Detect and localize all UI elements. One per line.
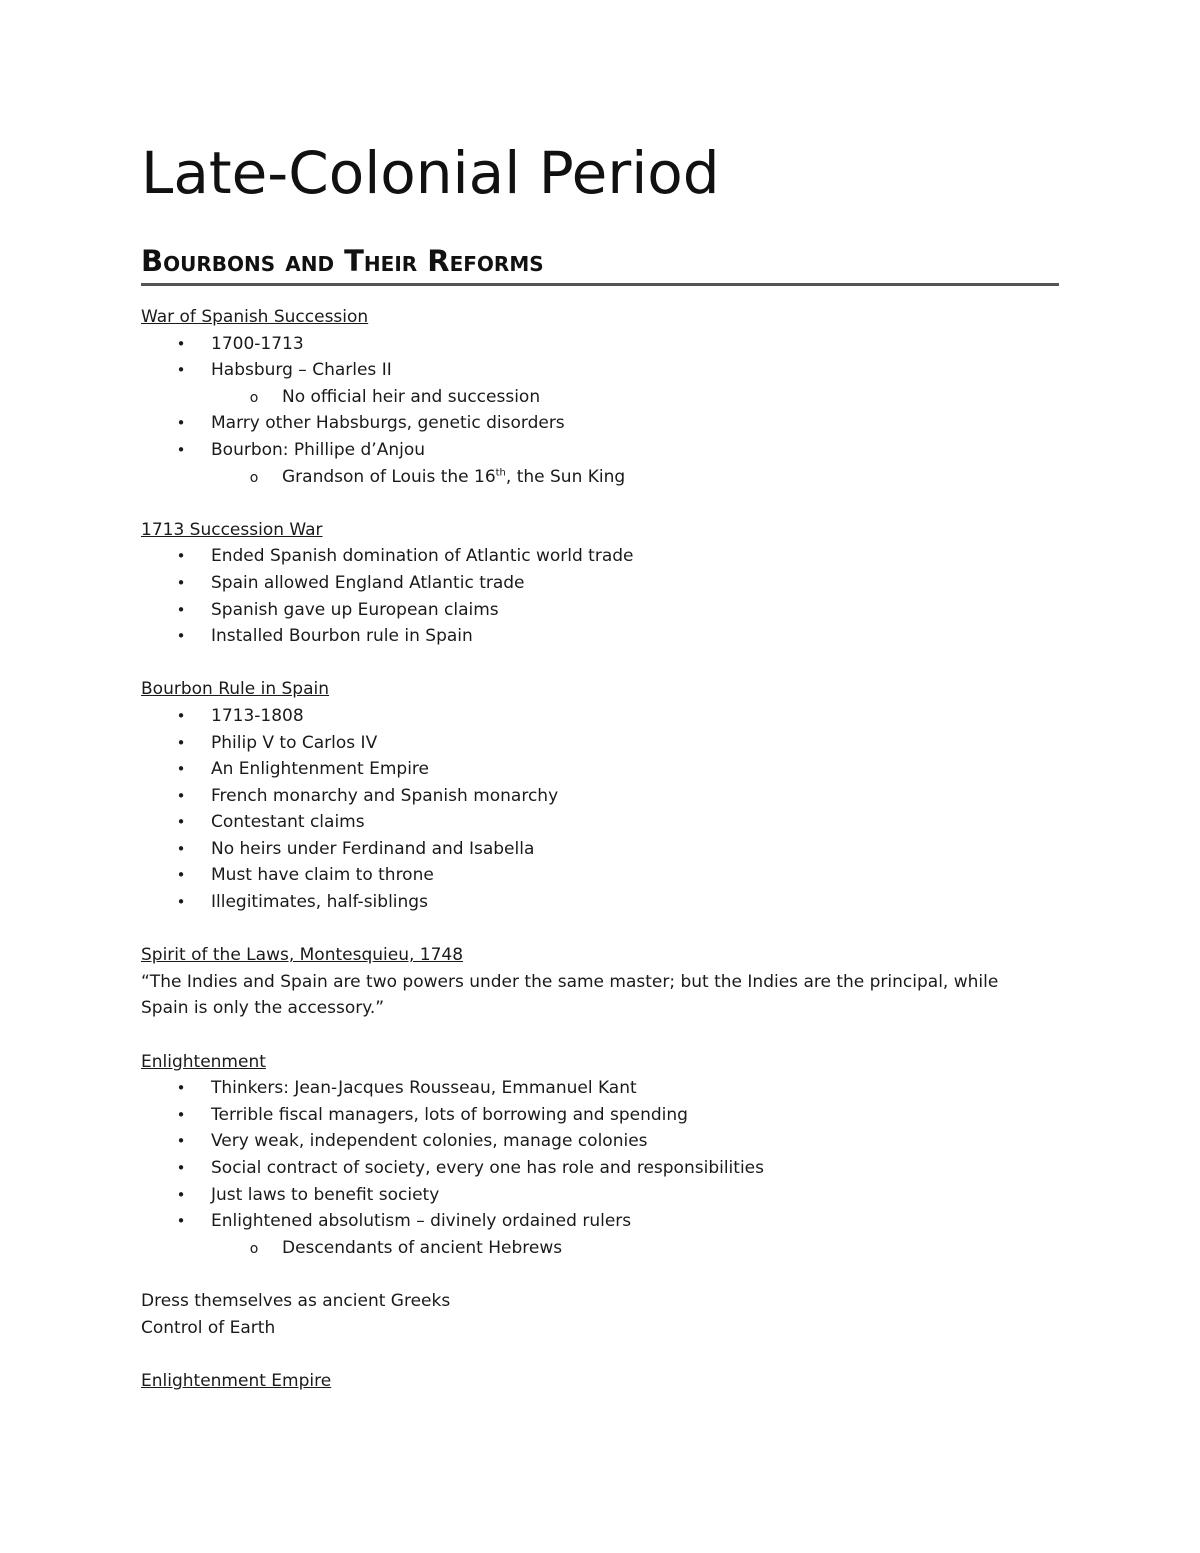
section-title: War of Spanish Succession bbox=[141, 307, 369, 327]
list-item bbox=[141, 410, 1041, 437]
bullet-icon: • bbox=[176, 361, 186, 380]
bullet-icon: • bbox=[176, 893, 186, 912]
list-item bbox=[141, 836, 1041, 863]
list-item bbox=[141, 1102, 1041, 1129]
list-item bbox=[141, 357, 1041, 384]
section-title: Enlightenment bbox=[141, 1051, 266, 1072]
quote-paragraph: “The Indies and Spain are two powers under the same master; but the Indies are the principal, while Spain is only the accessory.” bbox=[141, 971, 999, 1019]
list-item bbox=[141, 1182, 1041, 1209]
sub-list-item bbox=[211, 464, 1041, 491]
bullet-icon: • bbox=[176, 866, 186, 885]
sub-bullet-list bbox=[211, 464, 1041, 491]
sub-bullet-list bbox=[211, 384, 1041, 411]
bullet-icon: • bbox=[176, 1212, 186, 1231]
list-item-text: 1700-1713 bbox=[211, 333, 304, 354]
bullet-list bbox=[141, 331, 1041, 384]
bullet-icon: • bbox=[176, 1185, 186, 1204]
bullet-icon: • bbox=[176, 600, 186, 619]
sub-list-item-text: Descendants of ancient Hebrews bbox=[282, 1237, 563, 1258]
list-item-text: Installed Bourbon rule in Spain bbox=[211, 626, 473, 647]
list-item-text: Just laws to benefit society bbox=[211, 1184, 440, 1205]
section-title: Bourbon Rule in Spain bbox=[141, 679, 330, 700]
bullet-list bbox=[141, 410, 1041, 463]
bullet-icon: • bbox=[176, 706, 186, 725]
list-item bbox=[141, 543, 1041, 570]
bullet-icon: • bbox=[176, 1079, 186, 1098]
sub-list-item-text: No official heir and succession bbox=[282, 386, 541, 407]
list-item bbox=[141, 1128, 1041, 1155]
bullet-icon: • bbox=[176, 627, 186, 646]
section-1713-succession-war bbox=[141, 517, 1041, 650]
note-line: Control of Earth bbox=[141, 1317, 276, 1338]
list-item bbox=[141, 703, 1041, 730]
bullet-list bbox=[141, 1075, 1041, 1235]
section-notes bbox=[141, 1288, 1041, 1341]
bullet-icon: • bbox=[176, 547, 186, 566]
section-title: Spirit of the Laws, Montesquieu, 1748 bbox=[141, 945, 464, 966]
bullet-icon: • bbox=[176, 733, 186, 752]
list-item-text: No heirs under Ferdinand and Isabella bbox=[211, 838, 535, 859]
bullet-icon: • bbox=[176, 1132, 186, 1151]
list-item bbox=[141, 1155, 1041, 1182]
list-item-text: An Enlightenment Empire bbox=[211, 759, 429, 780]
sub-bullet-icon: o bbox=[249, 469, 259, 486]
list-item-text: Contestant claims bbox=[211, 812, 365, 833]
list-item bbox=[141, 331, 1041, 358]
list-item bbox=[141, 1208, 1041, 1235]
list-item-text: Spain allowed England Atlantic trade bbox=[211, 572, 525, 593]
bullet-icon: • bbox=[176, 334, 186, 353]
section-war-of-spanish-succession bbox=[141, 304, 1041, 490]
sub-list-item-text-before: Grandson of Louis the 16 bbox=[282, 466, 496, 487]
list-item-text: Habsburg – Charles II bbox=[211, 360, 392, 381]
list-item bbox=[141, 783, 1041, 810]
list-item-text: Very weak, independent colonies, manage colonies bbox=[211, 1131, 648, 1152]
bullet-list bbox=[141, 703, 1041, 916]
list-item-text: Must have claim to throne bbox=[211, 865, 434, 886]
document-title: Late-Colonial Period bbox=[141, 139, 720, 207]
sub-bullet-icon: o bbox=[249, 1240, 259, 1257]
section-title: 1713 Succession War bbox=[141, 519, 323, 540]
note-line: Dress themselves as ancient Greeks bbox=[141, 1290, 451, 1311]
section-title: Enlightenment Empire bbox=[141, 1370, 332, 1391]
superscript-ordinal: th bbox=[495, 466, 506, 478]
section-enlightenment-empire bbox=[141, 1368, 1041, 1395]
list-item-text: Ended Spanish domination of Atlantic world trade bbox=[211, 546, 634, 567]
list-item-text: French monarchy and Spanish monarchy bbox=[211, 785, 559, 806]
section-bourbon-rule-in-spain bbox=[141, 676, 1041, 915]
section-heading: Bourbons and Their Reforms bbox=[141, 243, 1059, 286]
bullet-icon: • bbox=[176, 786, 186, 805]
list-item bbox=[141, 730, 1041, 757]
list-item-text: Marry other Habsburgs, genetic disorders bbox=[211, 413, 565, 434]
bullet-icon: • bbox=[176, 573, 186, 592]
list-item-text: Philip V to Carlos IV bbox=[211, 732, 378, 753]
bullet-icon: • bbox=[176, 1105, 186, 1124]
list-item bbox=[141, 756, 1041, 783]
sub-bullet-list bbox=[211, 1235, 1041, 1262]
bullet-icon: • bbox=[176, 414, 186, 433]
list-item bbox=[141, 809, 1041, 836]
bullet-list bbox=[141, 543, 1041, 649]
bullet-icon: • bbox=[176, 813, 186, 832]
list-item-text: Bourbon: Phillipe d’Anjou bbox=[211, 439, 425, 460]
section-spirit-of-the-laws bbox=[141, 942, 1041, 1022]
list-item-text: Illegitimates, half-siblings bbox=[211, 892, 428, 913]
list-item bbox=[141, 1075, 1041, 1102]
list-item-text: Spanish gave up European claims bbox=[211, 599, 499, 620]
sub-bullet-icon: o bbox=[249, 389, 259, 406]
bullet-icon: • bbox=[176, 440, 186, 459]
list-item-text: 1713-1808 bbox=[211, 705, 304, 726]
list-item-text: Thinkers: Jean-Jacques Rousseau, Emmanuel Kant bbox=[211, 1078, 637, 1099]
list-item bbox=[141, 597, 1041, 624]
list-item bbox=[141, 570, 1041, 597]
bullet-icon: • bbox=[176, 760, 186, 779]
sub-list-item-text-after: , the Sun King bbox=[505, 466, 626, 487]
section-enlightenment bbox=[141, 1049, 1041, 1262]
sub-list-item bbox=[211, 384, 1041, 411]
sub-list-item bbox=[211, 1235, 1041, 1262]
list-item bbox=[141, 862, 1041, 889]
bullet-icon: • bbox=[176, 839, 186, 858]
list-item bbox=[141, 437, 1041, 464]
list-item bbox=[141, 889, 1041, 916]
bullet-icon: • bbox=[176, 1159, 186, 1177]
list-item-text: Terrible fiscal managers, lots of borrowing and spending bbox=[211, 1104, 688, 1125]
list-item-text: Enlightened absolutism – divinely ordained rulers bbox=[211, 1211, 632, 1232]
document-body bbox=[141, 304, 1041, 1394]
list-item-text: Social contract of society, every one has role and responsibilities bbox=[211, 1158, 764, 1178]
list-item bbox=[141, 623, 1041, 650]
